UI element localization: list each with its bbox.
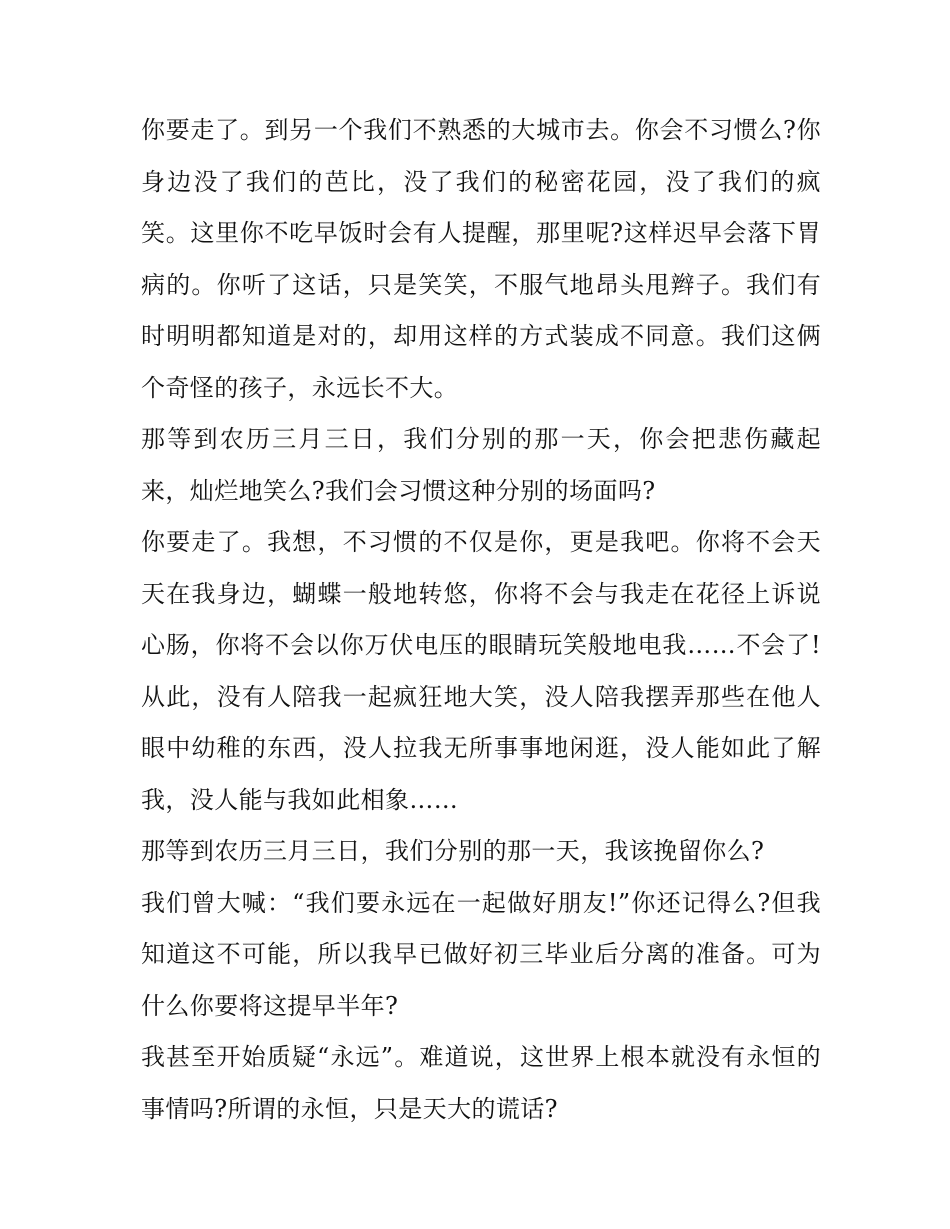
paragraph-4: 那等到农历三月三日，我们分别的那一天，我该挽留你么? [141,837,765,865]
paragraph-2: 那等到农历三月三日，我们分别的那一天，你会把悲伤藏起来，灿烂地笑么?我们会习惯这种分别的场面吗? [141,425,821,505]
document-body [141,105,821,1135]
paragraph-6: 我甚至开始质疑“永远”。难道说，这世界上根本就没有永恒的事情吗?所谓的永恒，只是天大的谎话? [141,1043,821,1123]
paragraph-5: 我们曾大喊：“我们要永远在一起做好朋友!”你还记得么?但我知道这不可能，所以我早已做好初三毕业后分离的准备。可为什么你要将这提早半年? [141,888,821,1020]
paragraph-1: 你要走了。到另一个我们不熟悉的大城市去。你会不习惯么?你身边没了我们的芭比，没了我们的秘密花园，没了我们的疯笑。这里你不吃早饭时会有人提醒，那里呢?这样迟早会落下胃病的。你听了这话，只是笑笑，不服气地昂头甩辫子。我们有时明明都知道是对的，却用这样的方式装成不同意。我们这俩个奇怪的孩子，永远长不大。 [141,116,821,402]
paragraph-3: 你要走了。我想，不习惯的不仅是你，更是我吧。你将不会天天在我身边，蝴蝶一般地转悠，你将不会与我走在花径上诉说心肠，你将不会以你万伏电压的眼睛玩笑般地电我……不会了!从此，没有人陪我一起疯狂地大笑，没人陪我摆弄那些在他人眼中幼稚的东西，没人拉我无所事事地闲逛，没人能如此了解我，没人能与我如此相象…… [141,528,821,814]
